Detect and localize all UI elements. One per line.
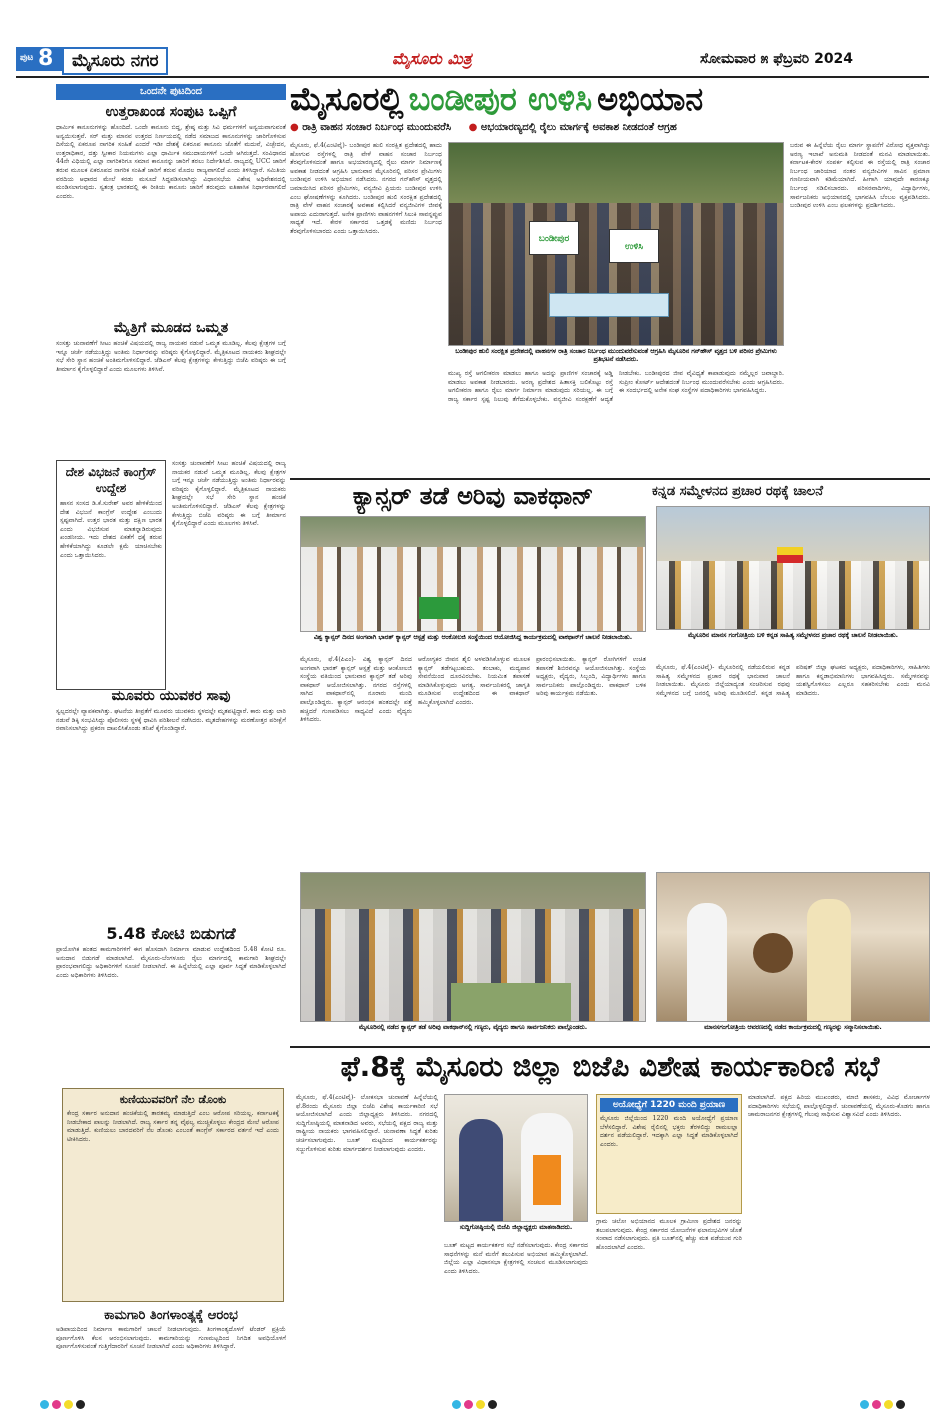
sammelana-body: ಮೈಸೂರು, ಫೆ.4(ಎಂಟಿವೈ)- ಮೈಸೂರಿನಲ್ಲಿ ನಡೆಯಲಿರುವ ಕನ್ನಡ ಸಾಹಿತ್ಯ ಸಮ್ಮೇಳನದ ಪ್ರಚಾರ ರಥಕ್ಕೆ ಭಾನುವಾರ ಚಾಲನೆ ನೀಡಲಾಯಿತು. ಮೈಸೂರು ಜಿಲ್ಲೆಯಾದ್ಯಂತ ಸಂಚರಿಸುವ ರಥವು ಸಮ್ಮೇಳನದ ಬಗ್ಗೆ ಜನರಲ್ಲಿ ಅರಿವು ಮೂಡಿಸಲಿದೆ. ಕನ್ನಡ ಸಾಹಿತ್ಯ ಪರಿಷತ್ ಜಿಲ್ಲಾ ಘಟಕದ ಅಧ್ಯಕ್ಷರು, ಪದಾಧಿಕಾರಿಗಳು, ಸಾಹಿತಿಗಳು ಹಾಗೂ ಕನ್ನಡಾಭಿಮಾನಿಗಳು ಭಾಗವಹಿಸಿದ್ದರು. ಸಮ್ಮೇಳನವನ್ನು ಯಶಸ್ವಿಗೊಳಿಸಲು ಎಲ್ಲರೂ ಸಹಕರಿಸಬೇಕು ಎಂದು ಮನವಿ ಮಾಡಿದರು. — [656, 664, 930, 697]
registration-marks-left — [40, 1400, 85, 1409]
article-headline: ಕಾಮಗಾರಿ ತಿಂಗಳಾಂತ್ಯಕ್ಕೆ ಆರಂಭ — [104, 1308, 238, 1323]
article-body: ಧಾರ್ಮಿಕ ಕಾನೂನುಗಳನ್ನು ಹೊಂದಿದೆ. ಒಂದೇ ಕಾನೂನು ಬಿದ್ದ, ಶ್ರೇಷ್ಠ ಮತ್ತು ಸಿವಿ ಧರ್ಮಗಳಿಗೆ ಅನ್ವಯವಾಗುವಂತೆ ಅನ್ವಯಿಸುತ್ತವೆ. ಸರ್ ಮತ್ತು ಮಾನವ ಉತ್ತರದ ನಿರ್ಣಯದಲ್ಲಿ ನಡೆದ ಸಮಾಜದ ಕಾನೂನುಗಳನ್ನು ಜಾರಿಗೊಳಿಸುವ ದಿಸೆಯಲ್ಲಿ ಏಕರೂಪ ನಾಗರಿಕ ಸಂಹಿತೆ ಎಂದರೆ ಇಡೀ ದೇಶಕ್ಕೆ ಏಕರೂಪ ಕಾನೂನು ಜೊತೆಗೆ ಮದುವೆ, ವಿಚ್ಛೇದನ, ಉತ್ತರಾಧಿಕಾರ, ದತ್ತು ಸ್ವೀಕಾರ ನಿಯಮಗಳು ಎಲ್ಲಾ ಧಾರ್ಮಿಕ ಸಮುದಾಯಗಳಿಗೆ ಒಂದೇ ಆಗಿರುತ್ತದೆ. ಸಂವಿಧಾನದ 44ನೇ ವಿಧಿಯಲ್ಲಿ ಎಲ್ಲಾ ನಾಗರಿಕರಿಗೂ ಸಮಾನ ಕಾನೂನನ್ನು ಜಾರಿಗೆ ತರಲು ನಿರ್ದೇಶಿಸಿದೆ. ರಾಜ್ಯದಲ್ಲಿ UCC ಜಾರಿಗೆ ತರುವ ಮೂಲಕ ಏಕರೂಪದ ನಾಗರಿಕ ಸಂಹಿತೆ ಜಾರಿಗೆ ತರುವ ಮೊದಲ ರಾಜ್ಯವಾಗಲಿದೆ ಎಂದು ತಿಳಿಸಿದ್ದಾರೆ. ಸಮಿತಿಯ ವರದಿಯ ಆಧಾರದ ಮೇಲೆ ಕರಡು ಮಸೂದೆ ಸಿದ್ಧಪಡಿಸಲಾಗಿದ್ದು ವಿಧಾನಸಭೆಯ ವಿಶೇಷ ಅಧಿವೇಶನದಲ್ಲಿ ಮಂಡಿಸಲಾಗುವುದು. ಸ್ವತಂತ್ರ ಭಾರತದಲ್ಲಿ ಈ ರೀತಿಯ ಕಾನೂನು ಜಾರಿಗೆ ತರುವುದು ಐತಿಹಾಸಿಕ ನಿರ್ಧಾರವಾಗಲಿದೆ ಎಂದರು. — [56, 124, 286, 200]
banner — [549, 293, 669, 317]
page-header — [0, 44, 945, 74]
placard: ಬಂಡೀಪುರ — [529, 221, 579, 255]
box-body: ಮೈಸೂರು ಜಿಲ್ಲೆಯಿಂದ 1220 ಮಂದಿ ಅಯೋಧ್ಯೆಗೆ ಪ್ರಯಾಣ ಬೆಳೆಸಲಿದ್ದಾರೆ. ವಿಶೇಷ ರೈಲಿನಲ್ಲಿ ಭಕ್ತರು ತೆರಳಲಿದ್ದು ರಾಮಲಲ್ಲಾ ದರ್ಶನ ಪಡೆಯಲಿದ್ದಾರೆ. ಇದಕ್ಕಾಗಿ ಎಲ್ಲಾ ಸಿದ್ಧತೆ ಮಾಡಿಕೊಳ್ಳಲಾಗಿದೆ ಎಂದರು. — [600, 1115, 738, 1148]
lead-headline-part1: ಮೈಸೂರಲ್ಲಿ — [290, 80, 404, 118]
magenta-dot — [464, 1400, 473, 1409]
lead-body-mid: ಮುಖ್ಯ ರಸ್ತೆ ಆಗಲೀಕರಣ ಮಾಡಲು ಹಾಗೂ ಅದನ್ನು ಪ್ರಾಣಿಗಳ ಸಂಚಾರಕ್ಕೆ ಅಡ್ಡಿ ಮಾಡಲು ಅವಕಾಶ ನೀಡಬಾರದು. ಅರಣ್ಯ ಪ್ರದೇಶದ ಹಿತಾಸಕ್ತಿ ಬಲಿಕೊಟ್ಟು ರಸ್ತೆ ಅಗಲೀಕರಣ ಹಾಗೂ ರೈಲು ಮಾರ್ಗ ನಿರ್ಮಾಣ ಮಾಡುವುದು ಸರಿಯಲ್ಲ. ಈ ಬಗ್ಗೆ ರಾಜ್ಯ ಸರ್ಕಾರ ಸ್ಪಷ್ಟ ನಿಲುವು ತೆಗೆದುಕೊಳ್ಳಬೇಕು. ವನ್ಯಜೀವಿ ಸಂರಕ್ಷಣೆಗೆ ಆದ್ಯತೆ ನೀಡಬೇಕು. ಬಂಡೀಪುರದ ಜೀವ ವೈವಿಧ್ಯತೆ ಕಾಪಾಡುವುದು ನಮ್ಮೆಲ್ಲರ ಜವಾಬ್ದಾರಿ. ಸುಪ್ರೀಂ ಕೋರ್ಟ್ ಆದೇಶದಂತೆ ನಿರ್ಬಂಧ ಮುಂದುವರೆಸಬೇಕು ಎಂದು ಆಗ್ರಹಿಸಿದರು. ಈ ಸಂದರ್ಭದಲ್ಲಿ ಅನೇಕ ಸಂಘ ಸಂಸ್ಥೆಗಳ ಪದಾಧಿಕಾರಿಗಳು ಭಾಗವಹಿಸಿದ್ದರು. — [448, 370, 784, 403]
bjp-body-c: ಗ್ರಾಮ ಚಲೋ ಅಭಿಯಾನದ ಮೂಲಕ ಗ್ರಾಮೀಣ ಪ್ರದೇಶದ ಜನರನ್ನು ತಲುಪಲಾಗುವುದು. ಕೇಂದ್ರ ಸರ್ಕಾರದ ಯೋಜನೆಗಳ ಫಲಾನುಭವಿಗಳ ಜೊತೆ ಸಂವಾದ ನಡೆಸಲಾಗುವುದು. ಪ್ರತಿ ಬೂತ್‌ನಲ್ಲಿ ಹೆಚ್ಚು ಮತ ಪಡೆಯುವ ಗುರಿ ಹೊಂದಲಾಗಿದೆ ಎಂದರು. — [596, 1218, 742, 1251]
cancer-body-a: ಮೈಸೂರು, ಫೆ.4(ಪಿಎಂ)- ವಿಶ್ವ ಕ್ಯಾನ್ಸರ್ ದಿನದ ಅಂಗವಾಗಿ ಭಾರತ್ ಕ್ಯಾನ್ಸರ್ ಆಸ್ಪತ್ರೆ ಮತ್ತು ಆಂಕೋಲಜಿ ಸಂಸ್ಥೆಯ ವತಿಯಿಂದ ಭಾನುವಾರ ಕ್ಯಾನ್ಸರ್ ತಡೆ ಅರಿವು ವಾಕಥಾನ್ ಆಯೋಜಿಸಲಾಗಿತ್ತು. ನಗರದ ರಸ್ತೆಗಳಲ್ಲಿ ಸಾಗಿದ ವಾಕಥಾನ್‌ನಲ್ಲಿ ನೂರಾರು ಮಂದಿ ಪಾಲ್ಗೊಂಡಿದ್ದರು. ಕ್ಯಾನ್ಸರ್ ಆರಂಭಿಕ ಹಂತದಲ್ಲೇ ಪತ್ತೆ ಹಚ್ಚಿದರೆ ಗುಣಪಡಿಸಲು ಸಾಧ್ಯವಿದೆ ಎಂದು ವೈದ್ಯರು ತಿಳಿಸಿದರು. — [300, 656, 412, 724]
registration-marks-center — [452, 1400, 497, 1409]
header-rule — [16, 76, 929, 78]
photo-caption: ಮೈಸೂರಿನ ಮಾನಸ ಗಂಗೋತ್ರಿಯ ಬಳಿ ಕನ್ನಡ ಸಾಹಿತ್ಯ ಸಮ್ಮೇಳನದ ಪ್ರಚಾರ ರಥಕ್ಕೆ ಚಾಲನೆ ನೀಡಲಾಯಿತು. — [687, 632, 899, 639]
subhead-left: ರಾತ್ರಿ ವಾಹನ ಸಂಚಾರ ನಿರ್ಬಂಧ ಮುಂದುವರೆಸಿ — [302, 122, 452, 133]
subhead-right: ಅಭಯಾರಣ್ಯದಲ್ಲಿ ರೈಲು ಮಾರ್ಗಕ್ಕೆ ಅವಕಾಶ ನೀಡದಂತೆ ಆಗ್ರಹ — [480, 122, 677, 133]
article-body: ಹಾಸನ ಸಂಸದ ಡಿ.ಕೆ.ಸುರೇಶ್ ಅವರ ಹೇಳಿಕೆಯಿಂದ ದೇಶ ವಿಭಜನೆ ಕಾಂಗ್ರೆಸ್ ಉದ್ದೇಶ ಎಂಬುದು ಸ್ಪಷ್ಟವಾಗಿದೆ. ಉತ್ತರ ಭಾರತ ಮತ್ತು ದಕ್ಷಿಣ ಭಾರತ ಎಂದು ವಿಭಜಿಸುವ ಮಾತನ್ನಾಡಿರುವುದು ಖಂಡನೀಯ. ಇದು ದೇಶದ ಏಕತೆಗೆ ಧಕ್ಕೆ ತರುವ ಹೇಳಿಕೆಯಾಗಿದ್ದು ಕೂಡಲೇ ಕ್ಷಮೆ ಯಾಚಿಸಬೇಕು ಎಂದು ಒತ್ತಾಯಿಸಿದರು. — [60, 500, 162, 559]
section-divider — [290, 1046, 930, 1048]
yellow-dot — [476, 1400, 485, 1409]
placard: ಉಳಿಸಿ — [609, 229, 659, 263]
issue-date: ಸೋಮವಾರ ೫ ಫೆಬ್ರವರಿ 2024 — [700, 51, 854, 67]
boxed-article — [56, 460, 166, 690]
section-title: ಮೈಸೂರು ನಗರ — [62, 47, 168, 75]
article-body-continued: ಸಂಸತ್ತು ಚುನಾವಣೆಗೆ ಸೀಟು ಹಂಚಿಕೆ ವಿಷಯದಲ್ಲಿ ರಾಜ್ಯ ನಾಯಕರ ನಡುವೆ ಒಮ್ಮತ ಮೂಡಿಲ್ಲ. ಕೆಲವು ಕ್ಷೇತ್ರಗಳ ಬಗ್ಗೆ ಇನ್ನೂ ಚರ್ಚೆ ನಡೆಯುತ್ತಿದ್ದು ಅಂತಿಮ ನಿರ್ಧಾರವನ್ನು ವರಿಷ್ಠರು ಕೈಗೊಳ್ಳಲಿದ್ದಾರೆ. ಮೈತ್ರಿಕೂಟದ ನಾಯಕರು ಶೀಘ್ರದಲ್ಲೇ ಸಭೆ ಸೇರಿ ಸ್ಥಾನ ಹಂಚಿಕೆ ಅಂತಿಮಗೊಳಿಸಲಿದ್ದಾರೆ. ಜೆಡಿಎಸ್ ಕೆಲವು ಕ್ಷೇತ್ರಗಳನ್ನು ಕೇಳುತ್ತಿದ್ದು ಬಿಜೆಪಿ ವರಿಷ್ಠರು ಈ ಬಗ್ಗೆ ತೀರ್ಮಾನ ಕೈಗೊಳ್ಳಲಿದ್ದಾರೆ ಎಂದು ಮೂಲಗಳು ತಿಳಿಸಿವೆ. — [172, 460, 286, 528]
yellow-dot — [64, 1400, 73, 1409]
photo-caption: ವಿಶ್ವ ಕ್ಯಾನ್ಸರ್ ದಿನದ ಅಂಗವಾಗಿ ಭಾರತ್ ಕ್ಯಾನ್ಸರ್ ಆಸ್ಪತ್ರೆ ಮತ್ತು ಆಂಕೋಲಜಿ ಸಂಸ್ಥೆಯಿಂದ ಆಯೋಜಿಸಿದ್ದ ಕಾರ್ಯಕ್ರಮದಲ್ಲಿ ವಾಕಥಾನ್‌ಗೆ ಚಾಲನೆ ನೀಡಲಾಯಿತು. — [313, 634, 633, 641]
walkathon-photo — [300, 516, 646, 632]
table — [451, 983, 571, 1022]
cyan-dot — [40, 1400, 49, 1409]
article-headline: ದೇಶ ವಿಭಜನೆ ಕಾಂಗ್ರೆಸ್ ಉದ್ದೇಶ — [65, 465, 157, 495]
person — [687, 903, 727, 1022]
continued-banner: ಒಂದನೇ ಪುಟದಿಂದ — [56, 84, 286, 100]
photo-caption: ಮಾನಸಗಂಗೋತ್ರಿಯ ಆವರಣದಲ್ಲಿ ನಡೆದ ಕಾರ್ಯಕ್ರಮದಲ್ಲಿ ಗಣ್ಯರನ್ನು ಸನ್ಮಾನಿಸಲಾಯಿತು. — [704, 1024, 882, 1031]
press-meet-photo — [444, 1094, 588, 1222]
registration-marks-right — [860, 1400, 905, 1409]
cancer-headline: ಕ್ಯಾನ್ಸರ್ ತಡೆ ಅರಿವು ವಾಕಥಾನ್ — [352, 482, 594, 510]
magenta-dot — [52, 1400, 61, 1409]
crowd — [301, 547, 646, 632]
lead-headline — [290, 80, 930, 120]
article-headline: ಉತ್ತರಾಖಂಡ ಸಂಪುಟ ಒಪ್ಪಿಗೆ — [105, 104, 237, 120]
article-headline: ಮೂವರು ಯುವಕರ ಸಾವು — [111, 688, 231, 704]
protest-photo — [448, 142, 784, 346]
black-dot — [76, 1400, 85, 1409]
person — [459, 1119, 503, 1222]
lead-headline-part3: ಅಭಿಯಾನ — [597, 80, 704, 118]
article-body: ಪ್ರಾಯೋಗಿಕ ಹಂತದ ಕಾಮಗಾರಿಗಳಿಗೆ ಈಗ ಹೊಸದಾಗಿ ನಿರ್ಮಾಣ ಮಾಡುವ ಉದ್ದೇಶದಿಂದ 5.48 ಕೋಟಿ ರೂ. ಅನುದಾನ ಬಿಡುಗಡೆ ಮಾಡಲಾಗಿದೆ. ಮೈಸೂರು-ಬೆಂಗಳೂರು ರೈಲು ಮಾರ್ಗದಲ್ಲಿ ಕಾಮಗಾರಿ ಶೀಘ್ರದಲ್ಲೇ ಪ್ರಾರಂಭವಾಗಲಿದ್ದು ಅಧಿಕಾರಿಗಳಿಗೆ ಸೂಚನೆ ನೀಡಲಾಗಿದೆ. ಈ ಹಿನ್ನೆಲೆಯಲ್ಲಿ ಎಲ್ಲಾ ಪೂರ್ವ ಸಿದ್ಧತೆ ಮಾಡಿಕೊಳ್ಳಲಾಗಿದೆ ಎಂದು ಅಧಿಕಾರಿಗಳು ತಿಳಿಸಿದರು. — [56, 946, 286, 979]
bullet-icon: ● — [290, 122, 299, 133]
photo-caption: ಬಂಡೀಪುರ ಹುಲಿ ಸಂರಕ್ಷಿತ ಪ್ರದೇಶದಲ್ಲಿ ವಾಹನಗಳ ರಾತ್ರಿ ಸಂಚಾರ ನಿರ್ಬಂಧ ಮುಂದುವರೆಸುವಂತೆ ಆಗ್ರಹಿಸಿ ಮೈಸೂರಿನ ಗನ್‌ಹೌಸ್ ವೃತ್ತದ ಬಳಿ ಪರಿಸರ ಪ್ರೇಮಿಗಳು ಪ್ರತಿಭಟನೆ ನಡೆಸಿದರು. — [455, 348, 777, 364]
article-body: ಅಡಿಪಾಯದಿಂದ ನಿರ್ಮಾಣ ಕಾಮಗಾರಿಗೆ ಚಾಲನೆ ನೀಡಲಾಗುವುದು. ತಿಂಗಳಾಂತ್ಯದೊಳಗೆ ಟೆಂಡರ್ ಪ್ರಕ್ರಿಯೆ ಪೂರ್ಣಗೊಳಿಸಿ ಕೆಲಸ ಆರಂಭಿಸಲಾಗುವುದು. ಕಾಮಗಾರಿಯನ್ನು ಗುಣಮಟ್ಟದಿಂದ ನಿಗದಿತ ಅವಧಿಯೊಳಗೆ ಪೂರ್ಣಗೊಳಿಸುವಂತೆ ಗುತ್ತಿಗೆದಾರರಿಗೆ ಸೂಚನೆ ನೀಡಲಾಗಿದೆ ಎಂದು ಅಧಿಕಾರಿಗಳು ತಿಳಿಸಿದ್ದಾರೆ. — [56, 1326, 286, 1351]
sammelana-headline: ಕನ್ನಡ ಸಮ್ಮೇಳನದ ಪ್ರಚಾರ ರಥಕ್ಕೆ ಚಾಲನೆ — [652, 484, 823, 499]
article-headline: ಮೈತ್ರಿಗೆ ಮೂಡದ ಒಮ್ಮತ — [113, 320, 229, 336]
memento — [753, 933, 793, 973]
photo-caption: ಮೈಸೂರಿನಲ್ಲಿ ನಡೆದ ಕ್ಯಾನ್ಸರ್ ತಡೆ ಅರಿವು ವಾಕಥಾನ್‌ನಲ್ಲಿ ಗಣ್ಯರು, ವೈದ್ಯರು ಹಾಗೂ ಸಾರ್ವಜನಿಕರು ಪಾಲ್ಗೊಂಡರು. — [358, 1024, 588, 1031]
cyan-dot — [860, 1400, 869, 1409]
person — [807, 899, 851, 1022]
bjp-headline: ಫೆ.8ಕ್ಕೆ ಮೈಸೂರು ಜಿಲ್ಲಾ ಬಿಜೆಪಿ ವಿಶೇಷ ಕಾರ್ಯಕಾರಿಣಿ ಸಭೆ — [340, 1050, 880, 1083]
lead-body-left: ಮೈಸೂರು, ಫೆ.4(ಎಂಟಿವೈ)- ಬಂಡೀಪುರ ಹುಲಿ ಸಂರಕ್ಷಿತ ಪ್ರದೇಶದಲ್ಲಿ ಹಾದು ಹೋಗುವ ರಸ್ತೆಗಳಲ್ಲಿ ರಾತ್ರಿ ವೇಳೆ ವಾಹನ ಸಂಚಾರ ನಿರ್ಬಂಧ ತೆರವುಗೊಳಿಸದಂತೆ ಹಾಗೂ ಅಭಯಾರಣ್ಯದಲ್ಲಿ ರೈಲು ಮಾರ್ಗ ನಿರ್ಮಾಣಕ್ಕೆ ಅವಕಾಶ ನೀಡದಂತೆ ಆಗ್ರಹಿಸಿ ಭಾನುವಾರ ಮೈಸೂರಿನಲ್ಲಿ ಪರಿಸರ ಪ್ರೇಮಿಗಳು ಬಂಡೀಪುರ ಉಳಿಸಿ ಅಭಿಯಾನ ನಡೆಸಿದರು. ನಗರದ ಗನ್‌ಹೌಸ್ ವೃತ್ತದಲ್ಲಿ ಜಮಾಯಿಸಿದ ಪರಿಸರ ಪ್ರೇಮಿಗಳು, ವನ್ಯಜೀವಿ ಪ್ರಿಯರು ಬಂಡೀಪುರ ಉಳಿಸಿ ಎಂಬ ಘೋಷಣೆಗಳನ್ನು ಕೂಗಿದರು. ಬಂಡೀಪುರ ಹುಲಿ ಸಂರಕ್ಷಿತ ಪ್ರದೇಶದಲ್ಲಿ ರಾತ್ರಿ ವೇಳೆ ವಾಹನ ಸಂಚಾರಕ್ಕೆ ಅವಕಾಶ ಕಲ್ಪಿಸಿದರೆ ವನ್ಯಜೀವಿಗಳ ಜೀವಕ್ಕೆ ಅಪಾಯ ಎದುರಾಗುತ್ತದೆ. ಅನೇಕ ಪ್ರಾಣಿಗಳು ವಾಹನಗಳಿಗೆ ಸಿಲುಕಿ ಸಾವನ್ನಪ್ಪುವ ಸಾಧ್ಯತೆ ಇದೆ. ಕೇರಳ ಸರ್ಕಾರದ ಒತ್ತಡಕ್ಕೆ ಮಣಿದು ನಿರ್ಬಂಧ ತೆರವುಗೊಳಿಸಬಾರದು ಎಂದು ಒತ್ತಾಯಿಸಿದರು. — [290, 142, 442, 235]
page-label: ಪುಟ — [20, 53, 34, 63]
lead-body-right: ಬರುವ ಈ ಹಿನ್ನೆಲೆಯ ರೈಲು ಮಾರ್ಗ ಸ್ಥಾಪನೆಗೆ ವಿರೋಧ ವ್ಯಕ್ತವಾಗಿದ್ದು ಅರಣ್ಯ ಇಲಾಖೆ ಅನುಮತಿ ನೀಡದಂತೆ ಮನವಿ ಮಾಡಲಾಯಿತು. ಕರ್ನಾಟಕ-ಕೇರಳ ಸಂಪರ್ಕ ಕಲ್ಪಿಸುವ ಈ ರಸ್ತೆಯಲ್ಲಿ ರಾತ್ರಿ ಸಂಚಾರ ನಿರ್ಬಂಧ ಜಾರಿಯಾದ ನಂತರ ವನ್ಯಜೀವಿಗಳ ಸಾವಿನ ಪ್ರಮಾಣ ಗಣನೀಯವಾಗಿ ಕಡಿಮೆಯಾಗಿದೆ. ಹೀಗಾಗಿ ಯಾವುದೇ ಕಾರಣಕ್ಕೂ ನಿರ್ಬಂಧ ಸಡಿಲಿಸಬಾರದು. ಪರಿಸರವಾದಿಗಳು, ವಿದ್ಯಾರ್ಥಿಗಳು, ಸಾರ್ವಜನಿಕರು ಅಭಿಯಾನದಲ್ಲಿ ಭಾಗವಹಿಸಿ ಬೆಂಬಲ ವ್ಯಕ್ತಪಡಿಸಿದರು. ಬಂಡೀಪುರ ಉಳಿಸಿ ಎಂಬ ಫಲಕಗಳನ್ನು ಪ್ರದರ್ಶಿಸಿದರು. — [790, 142, 930, 210]
shaded-box — [62, 1088, 284, 1302]
yellow-dot — [884, 1400, 893, 1409]
bjp-body-b: ಬೂತ್ ಮಟ್ಟದ ಕಾರ್ಯಕರ್ತರ ಸಭೆ ನಡೆಸಲಾಗುವುದು. ಕೇಂದ್ರ ಸರ್ಕಾರದ ಸಾಧನೆಗಳನ್ನು ಮನೆ ಮನೆಗೆ ತಲುಪಿಸುವ ಅಭಿಯಾನ ಹಮ್ಮಿಕೊಳ್ಳಲಾಗಿದೆ. ಜಿಲ್ಲೆಯ ಎಲ್ಲಾ ವಿಧಾನಸಭಾ ಕ್ಷೇತ್ರಗಳಲ್ಲಿ ಸಂಚಲನ ಮೂಡಿಸಲಾಗುವುದು ಎಂದು ತಿಳಿಸಿದರು. — [444, 1242, 588, 1275]
cancer-body-c: ಪ್ರಾರಂಭಿಸಲಾಯಿತು. ಕ್ಯಾನ್ಸರ್ ರೋಗಿಗಳಿಗೆ ಉಚಿತ ತಪಾಸಣೆ ಶಿಬಿರವನ್ನೂ ಆಯೋಜಿಸಲಾಗಿತ್ತು. ಸಂಸ್ಥೆಯ ಅಧ್ಯಕ್ಷರು, ವೈದ್ಯರು, ಸಿಬ್ಬಂದಿ, ವಿದ್ಯಾರ್ಥಿಗಳು ಹಾಗೂ ಸಾರ್ವಜನಿಕರು ಪಾಲ್ಗೊಂಡಿದ್ದರು. ವಾಕಥಾನ್ ಬಳಿಕ ಅರಿವು ಕಾರ್ಯಕ್ರಮ ನಡೆಯಿತು. — [536, 656, 646, 698]
magenta-dot — [872, 1400, 881, 1409]
box-title: ಅಯೋಧ್ಯೆಗೆ 1220 ಮಂದಿ ಪ್ರಯಾಣ — [600, 1098, 738, 1112]
masthead: ಮೈಸೂರು ಮಿತ್ರ — [392, 49, 472, 68]
cyan-dot — [452, 1400, 461, 1409]
saffron-scarf — [533, 1155, 561, 1205]
tree-canopy — [449, 143, 784, 203]
ayodhya-box — [596, 1094, 742, 1214]
crowd — [449, 203, 784, 346]
section-divider — [290, 478, 930, 480]
page-number: 8 — [38, 46, 54, 71]
article-body: ಸ್ವಲ್ಪದರಲ್ಲೇ ವ್ಯಾಪಕವಾಗಿತ್ತು. ಘಟನೆಯ ತೀವ್ರತೆಗೆ ಮೂವರು ಯುವಕರು ಸ್ಥಳದಲ್ಲೇ ಮೃತಪಟ್ಟಿದ್ದಾರೆ. ಕಾರು ಮತ್ತು ಲಾರಿ ನಡುವೆ ಡಿಕ್ಕಿ ಸಂಭವಿಸಿದ್ದು ಪೊಲೀಸರು ಸ್ಥಳಕ್ಕೆ ಧಾವಿಸಿ ಪರಿಶೀಲನೆ ನಡೆಸಿದರು. ಮೃತದೇಹಗಳನ್ನು ಮರಣೋತ್ತರ ಪರೀಕ್ಷೆಗೆ ರವಾನಿಸಲಾಗಿದ್ದು ಪ್ರಕರಣ ದಾಖಲಿಸಿಕೊಂಡು ತನಿಖೆ ಕೈಗೊಂಡಿದ್ದಾರೆ. — [56, 708, 286, 733]
felicitation-photo — [656, 872, 930, 1022]
article-body: ಕೇಂದ್ರ ಸರ್ಕಾರ ಅನುದಾನ ಹಂಚಿಕೆಯಲ್ಲಿ ತಾರತಮ್ಯ ಮಾಡುತ್ತಿದೆ ಎಂಬ ಆರೋಪ ಸರಿಯಲ್ಲ. ಕರ್ನಾಟಕಕ್ಕೆ ನೀಡಬೇಕಾದ ಪಾಲನ್ನು ನೀಡಲಾಗಿದೆ. ರಾಜ್ಯ ಸರ್ಕಾರ ತನ್ನ ವೈಫಲ್ಯ ಮುಚ್ಚಿಕೊಳ್ಳಲು ಕೇಂದ್ರದ ಮೇಲೆ ಆರೋಪ ಮಾಡುತ್ತಿದೆ. ಕುಣಿಯಲು ಬಾರದವರಿಗೆ ನೆಲ ಡೊಂಕು ಎಂಬಂತೆ ಕಾಂಗ್ರೆಸ್ ಸರ್ಕಾರದ ವರ್ತನೆ ಇದೆ ಎಂದು ಟೀಕಿಸಿದರು. — [67, 1110, 279, 1143]
article-body: ಸಂಸತ್ತು ಚುನಾವಣೆಗೆ ಸೀಟು ಹಂಚಿಕೆ ವಿಷಯದಲ್ಲಿ ರಾಜ್ಯ ನಾಯಕರ ನಡುವೆ ಒಮ್ಮತ ಮೂಡಿಲ್ಲ. ಕೆಲವು ಕ್ಷೇತ್ರಗಳ ಬಗ್ಗೆ ಇನ್ನೂ ಚರ್ಚೆ ನಡೆಯುತ್ತಿದ್ದು ಅಂತಿಮ ನಿರ್ಧಾರವನ್ನು ವರಿಷ್ಠರು ಕೈಗೊಳ್ಳಲಿದ್ದಾರೆ. ಮೈತ್ರಿಕೂಟದ ನಾಯಕರು ಶೀಘ್ರದಲ್ಲೇ ಸಭೆ ಸೇರಿ ಸ್ಥಾನ ಹಂಚಿಕೆ ಅಂತಿಮಗೊಳಿಸಲಿದ್ದಾರೆ. ಜೆಡಿಎಸ್ ಕೆಲವು ಕ್ಷೇತ್ರಗಳನ್ನು ಕೇಳುತ್ತಿದ್ದು ಬಿಜೆಪಿ ವರಿಷ್ಠರು ಈ ಬಗ್ಗೆ ತೀರ್ಮಾನ ಕೈಗೊಳ್ಳಲಿದ್ದಾರೆ ಎಂದು ಮೂಲಗಳು ತಿಳಿಸಿವೆ. — [56, 340, 286, 373]
cancer-body-b: ಆರೋಗ್ಯಕರ ಜೀವನ ಶೈಲಿ ಅಳವಡಿಸಿಕೊಳ್ಳುವ ಮೂಲಕ ಕ್ಯಾನ್ಸರ್ ತಡೆಗಟ್ಟಬಹುದು. ತಂಬಾಕು, ಮದ್ಯಪಾನ ಸೇವನೆಯಿಂದ ದೂರವಿರಬೇಕು. ನಿಯಮಿತ ತಪಾಸಣೆ ಮಾಡಿಸಿಕೊಳ್ಳುವುದು ಅಗತ್ಯ. ಸಾರ್ವಜನಿಕರಲ್ಲಿ ಜಾಗೃತಿ ಮೂಡಿಸುವ ಉದ್ದೇಶದಿಂದ ಈ ವಾಕಥಾನ್ ಹಮ್ಮಿಕೊಳ್ಳಲಾಗಿದೆ ಎಂದರು. — [418, 656, 530, 706]
green-flag — [419, 597, 459, 619]
black-dot — [896, 1400, 905, 1409]
article-headline: 5.48 ಕೋಟಿ ಬಿಡುಗಡೆ — [106, 924, 236, 943]
lead-subheads — [290, 122, 930, 138]
photo-caption: ಸುದ್ದಿಗೋಷ್ಠಿಯಲ್ಲಿ ಬಿಜೆಪಿ ಜಿಲ್ಲಾಧ್ಯಕ್ಷರು ಮಾತನಾಡಿದರು. — [459, 1224, 573, 1231]
chariot-photo — [656, 506, 930, 630]
left-column — [56, 84, 286, 1384]
kannada-flag — [777, 547, 803, 563]
walkathon-photo-2 — [300, 872, 646, 1022]
bjp-body-d: ಮಾಡಲಾಗಿದೆ. ಪಕ್ಷದ ಹಿರಿಯ ಮುಖಂಡರು, ಮಾಜಿ ಶಾಸಕರು, ವಿವಿಧ ಮೋರ್ಚಾಗಳ ಪದಾಧಿಕಾರಿಗಳು ಸಭೆಯಲ್ಲಿ ಪಾಲ್ಗೊಳ್ಳಲಿದ್ದಾರೆ. ಚುನಾವಣೆಯಲ್ಲಿ ಮೈಸೂರು-ಕೊಡಗು ಹಾಗೂ ಚಾಮರಾಜನಗರ ಕ್ಷೇತ್ರಗಳಲ್ಲಿ ಗೆಲುವು ಸಾಧಿಸುವ ವಿಶ್ವಾಸವಿದೆ ಎಂದು ತಿಳಿಸಿದರು. — [748, 1094, 930, 1119]
black-dot — [488, 1400, 497, 1409]
lead-headline-part2: ಬಂಡೀಪುರ ಉಳಿಸಿ — [408, 80, 593, 118]
crowd — [657, 561, 930, 630]
bullet-icon: ● — [468, 122, 478, 133]
article-headline: ಕುಣಿಯುವವರಿಗೆ ನೆಲ ಡೊಂಕು — [119, 1093, 227, 1106]
bjp-body-a: ಮೈಸೂರು, ಫೆ.4(ಎಂಟಿವೈ)- ಲೋಕಸಭಾ ಚುನಾವಣೆ ಹಿನ್ನೆಲೆಯಲ್ಲಿ ಫೆ.8ರಂದು ಮೈಸೂರು ಜಿಲ್ಲಾ ಬಿಜೆಪಿ ವಿಶೇಷ ಕಾರ್ಯಕಾರಿಣಿ ಸಭೆ ಆಯೋಜಿಸಲಾಗಿದೆ ಎಂದು ಜಿಲ್ಲಾಧ್ಯಕ್ಷರು ತಿಳಿಸಿದರು. ನಗರದಲ್ಲಿ ಸುದ್ದಿಗೋಷ್ಠಿಯಲ್ಲಿ ಮಾತನಾಡಿದ ಅವರು, ಸಭೆಯಲ್ಲಿ ಪಕ್ಷದ ರಾಜ್ಯ ಮತ್ತು ರಾಷ್ಟ್ರೀಯ ನಾಯಕರು ಭಾಗವಹಿಸಲಿದ್ದಾರೆ. ಚುನಾವಣಾ ಸಿದ್ಧತೆ ಕುರಿತು ಚರ್ಚಿಸಲಾಗುವುದು. ಬೂತ್ ಮಟ್ಟದಿಂದ ಕಾರ್ಯಕರ್ತರನ್ನು ಸಜ್ಜುಗೊಳಿಸುವ ಕುರಿತು ಮಾರ್ಗದರ್ಶನ ನೀಡಲಾಗುವುದು ಎಂದರು. — [296, 1094, 438, 1153]
